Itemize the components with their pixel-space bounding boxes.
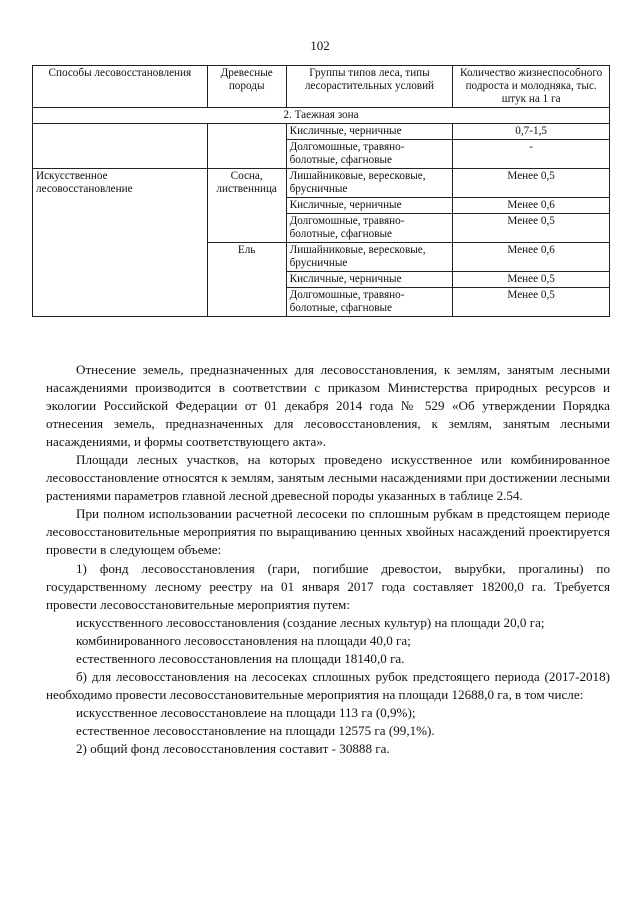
- body-text: [46, 361, 610, 758]
- paragraph: комбинированного лесовосстановления на площади 40,0 га;: [76, 632, 411, 648]
- quantity-cell: 0,7-1,5: [453, 124, 610, 140]
- forest-type-cell: Кисличные, черничные: [286, 272, 453, 288]
- forest-type-cell: Долгомошные, травяно-болотные, сфагновые: [286, 288, 453, 317]
- header-forest-types: Группы типов леса, типы лесорастительных условий: [286, 66, 453, 108]
- quantity-cell: Менее 0,5: [453, 272, 610, 288]
- forest-type-cell: Долгомошные, травяно-болотные, сфагновые: [286, 140, 453, 169]
- paragraph: При полном использовании расчетной лесосеки по сплошным рубкам в предстоящем периоде лесовосстановительные мероприятия по выращиванию ценных хвойных насаждений проектируется провести в следующем объеме:: [46, 506, 610, 558]
- paragraph: Площади лесных участков, на которых проведено искусственное или комбинированное лесовосстановление относятся к землям, занятым лесными насаждениями при достижении лесными растениями параметров главной лесной древесной породы указанных в таблице 2.54.: [46, 452, 610, 504]
- quantity-cell: Менее 0,6: [453, 198, 610, 214]
- page-number: 102: [310, 38, 330, 53]
- quantity-cell: -: [453, 140, 610, 169]
- species-cell-empty: [207, 124, 286, 169]
- species-cell: Сосна, лиственница: [207, 169, 286, 243]
- forest-type-cell: Долгомошные, травяно-болотные, сфагновые: [286, 214, 453, 243]
- paragraph: искусственное лесовосстановлеие на площади 113 га (0,9%);: [76, 704, 416, 720]
- paragraph: естественное лесовосстановление на площади 12575 га (99,1%).: [76, 722, 435, 738]
- species-cell: Ель: [207, 243, 286, 317]
- header-methods: Способы лесовосстановления: [33, 66, 208, 108]
- table-header-row: [33, 66, 610, 108]
- quantity-cell: Менее 0,5: [453, 169, 610, 198]
- paragraph: Отнесение земель, предназначенных для лесовосстановления, к землям, занятым лесными насаждениями производится в соответствии с приказом Министерства природных ресурсов и экологии Российской Федерации от 01 декабря 2014 года № 529 «Об утверждении Порядка отнесения земель, предназначенных для лесовосстановления, к землям, занятым лесными насаждениями, и формы соответствующего акта».: [46, 362, 610, 450]
- paragraph: естественного лесовосстановления на площади 18140,0 га.: [76, 650, 405, 666]
- forest-type-cell: Лишайниковые, вересковые, брусничные: [286, 169, 453, 198]
- forest-type-cell: Лишайниковые, вересковые, брусничные: [286, 243, 453, 272]
- quantity-cell: Менее 0,5: [453, 288, 610, 317]
- paragraph: 1) фонд лесовосстановления (гари, погибшие древостои, вырубки, прогалины) по государственному лесному реестру на 01 января 2017 года составляет 18200,0 га. Требуется провести лесовосстановительные мероприятия путем:: [46, 560, 610, 612]
- table-row: [33, 169, 610, 198]
- header-quantity: Количество жизнеспособного подроста и молодняка, тыс. штук на 1 га: [453, 66, 610, 108]
- reforestation-table: [32, 65, 610, 317]
- quantity-cell: Менее 0,5: [453, 214, 610, 243]
- forest-type-cell: Кисличные, черничные: [286, 198, 453, 214]
- zone-label: 2. Таежная зона: [33, 108, 610, 124]
- method-cell: Искусственное лесовосстановление: [33, 169, 208, 317]
- zone-row: [33, 108, 610, 124]
- paragraph: искусственного лесовосстановления (создание лесных культур) на площади 20,0 га;: [76, 614, 545, 630]
- paragraph: б) для лесовосстановления на лесосеках сплошных рубок предстоящего периода (2017-2018) необходимо провести лесовосстановительные мероприятия на площади 12688,0 га, в том числе:: [46, 668, 610, 702]
- quantity-cell: Менее 0,6: [453, 243, 610, 272]
- paragraph: 2) общий фонд лесовосстановления составит - 30888 га.: [76, 740, 390, 756]
- table-row: [33, 124, 610, 140]
- forest-type-cell: Кисличные, черничные: [286, 124, 453, 140]
- method-cell-empty: [33, 124, 208, 169]
- header-species: Древесные породы: [207, 66, 286, 108]
